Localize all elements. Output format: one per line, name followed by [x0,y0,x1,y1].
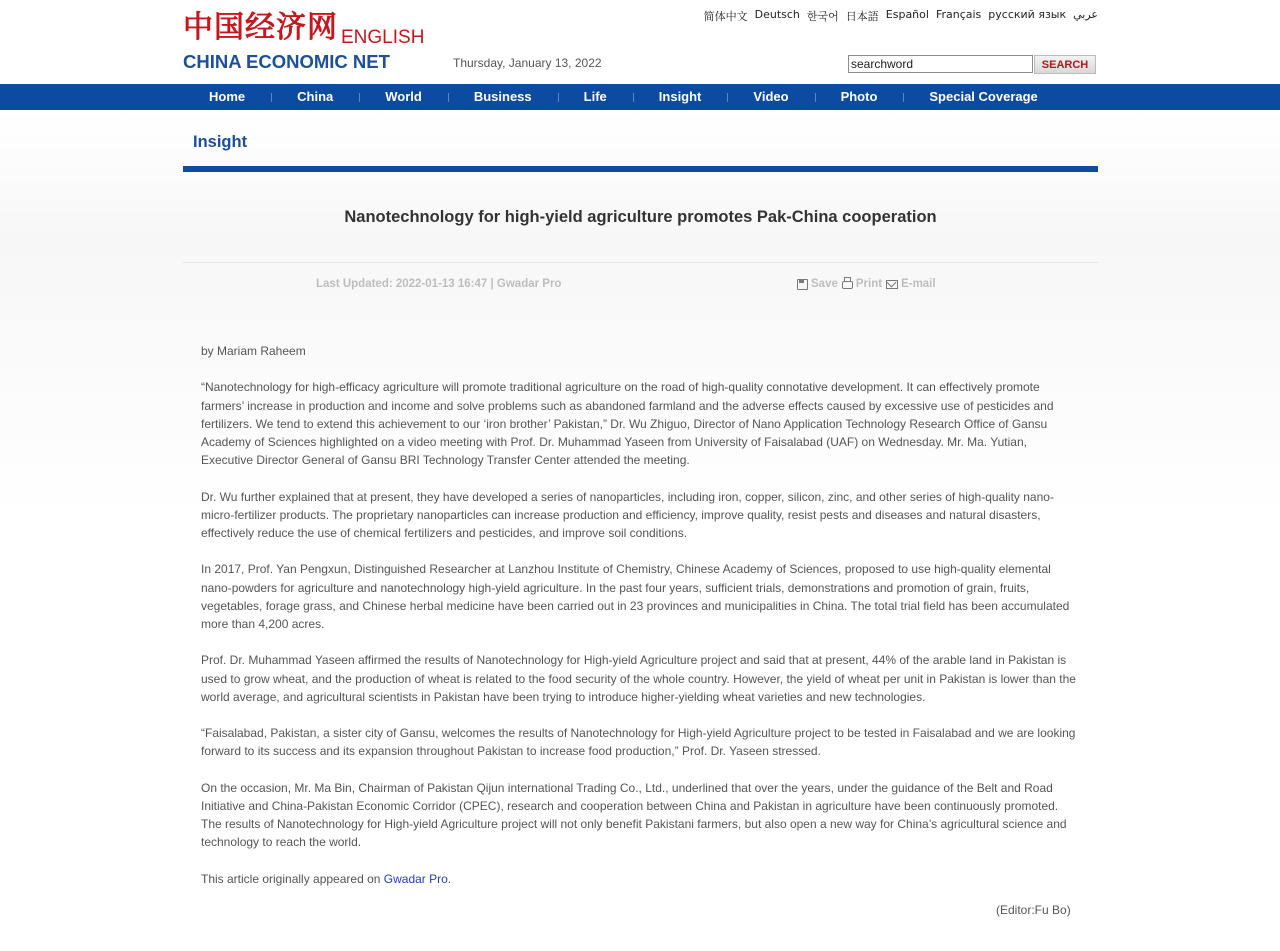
current-date: Thursday, January 13, 2022 [453,56,602,70]
main-nav [0,84,1280,110]
article-byline: by Mariam Raheem [201,344,306,358]
nav-item-special-coverage[interactable]: Special Coverage [903,84,1063,110]
print-button[interactable] [842,278,882,290]
section-divider [183,166,1098,172]
search-box [848,55,1096,74]
article-paragraph: “Nanotechnology for high-efficacy agriculture will promote traditional agriculture on the road of high-quality connotative development. It can effectively promote farmers’ increase in production and income and solve problems such as abandoned farmland and the adverse effects caused by excessive use of pesticides and fertilizers. We tend to extend this achievement to our ‘iron brother’ Pakistan,” Dr. Wu Zhiguo, Director of Nano Application Technology Research Office of Gansu Academy of Sciences highlighted on a video meeting with Prof. Dr. Muhammad Yaseen from University of Faisalabad (UAF) on Wednesday. Mr. Ma. Yutian, Executive Director General of Gansu BRI Technology Transfer Center attended the meeting. [201,380,1054,468]
language-link-zh[interactable]: 简体中文 [703,10,748,23]
print-icon [842,281,853,289]
article-paragraph: Prof. Dr. Muhammad Yaseen affirmed the results of Nanotechnology for High-yield Agriculture project and said that at present, 44% of the arable land in Pakistan is used to grow wheat, and the production of wheat is related to the food security of the whole country. However, the yield of wheat per unit in Pakistan is lower than the world average, and agricultural scientists in Pakistan have been trying to introduce higher-yielding wheat varieties and new technologies. [201,653,1076,704]
language-link-ko[interactable]: 한국어 [806,10,839,23]
language-link-fr[interactable]: Français [935,8,982,21]
title-divider [183,262,1098,263]
nav-item-china[interactable]: China [271,84,359,110]
nav-item-insight[interactable]: Insight [633,84,728,110]
print-label: Print [855,278,883,290]
email-button[interactable] [886,278,936,290]
site-header [0,0,1280,84]
article-body [201,342,1081,906]
nav-item-world[interactable]: World [359,84,448,110]
source-note-prefix: This article originally appeared on [201,871,384,886]
save-label: Save [811,278,838,290]
save-icon [797,279,808,290]
source-link[interactable]: Gwadar Pro [383,871,448,886]
language-link-ar[interactable]: عربي [1073,8,1098,21]
search-button[interactable]: SEARCH [1034,55,1096,74]
article-paragraph: On the occasion, Mr. Ma Bin, Chairman of Pakistan Qijun international Trading Co., Ltd., underlined that over the years, under the guidance of the Belt and Road Initiative and China-Pakistan Economic Corridor (CPEC), research and cooperation between China and Pakistan in agriculture have been continuously promoted. The results of Nanotechnology for High-yield Agriculture project will not only benefit Pakistani farmers, but also open a new way for China’s agricultural science and technology to reach the world. [201,780,1067,850]
section-title[interactable]: Insight [193,133,248,151]
language-switcher [704,8,1098,24]
logo-chinese-text: 中国经济网 [183,10,338,45]
source-note [201,870,1081,888]
site-logo[interactable] [183,10,433,72]
email-label: E-mail [901,278,936,290]
language-link-es[interactable]: Español [885,8,929,21]
editor-credit: (Editor:Fu Bo) [996,903,1071,917]
logo-english-label: ENGLISH [341,27,425,48]
article-tools [797,278,936,290]
mail-icon [886,280,898,289]
article-title: Nanotechnology for high-yield agriculture promotes Pak-China cooperation [344,208,937,226]
nav-item-video[interactable]: Video [727,84,814,110]
source-note-suffix: . [447,871,452,886]
language-link-ja[interactable]: 日本語 [845,10,879,23]
article-meta: Last Updated: 2022-01-13 16:47 | Gwadar Pro [316,278,562,290]
article-paragraph: In 2017, Prof. Yan Pengxun, Distinguished Researcher at Lanzhou Institute of Chemistry, Chinese Academy of Sciences, proposed to use high-quality elemental nano-powders for agriculture and nanotechnology high-yield agriculture. In the past four years, sufficient trials, demonstrations and promotion of grain, fruits, vegetables, forage grass, and Chinese herbal medicine have been carried out in 23 provinces and municipalities in China. The total trial field has been accumulated more than 4,200 acres. [201,562,1070,631]
article-paragraph: Dr. Wu further explained that at present, they have developed a series of nanoparticles, including iron, copper, silicon, zinc, and other series of high-quality nano-micro-fertilizer products. The proprietary nanoparticles can increase production and efficiency, improve quality, resist pests and diseases and natural disasters, effectively reduce the use of chemical fertilizers and pesticides, and improve soil conditions. [201,489,1054,540]
nav-item-life[interactable]: Life [558,84,633,110]
article-paragraph: “Faisalabad, Pakistan, a sister city of Gansu, welcomes the results of Nanotechnology for High-yield Agriculture project to be tested in Faisalabad and we are looking forward to its success and its expansion throughout Pakistan to increase food production,” Prof. Dr. Yaseen stressed. [201,726,1076,759]
search-input[interactable] [848,55,1033,73]
nav-item-photo[interactable]: Photo [815,84,904,110]
save-button[interactable] [797,278,838,290]
nav-item-business[interactable]: Business [448,84,558,110]
language-link-ru[interactable]: русский язык [988,8,1067,21]
nav-item-home[interactable]: Home [209,89,246,104]
language-link-de[interactable]: Deutsch [754,8,800,21]
logo-subtitle: CHINA ECONOMIC NET [183,51,390,72]
